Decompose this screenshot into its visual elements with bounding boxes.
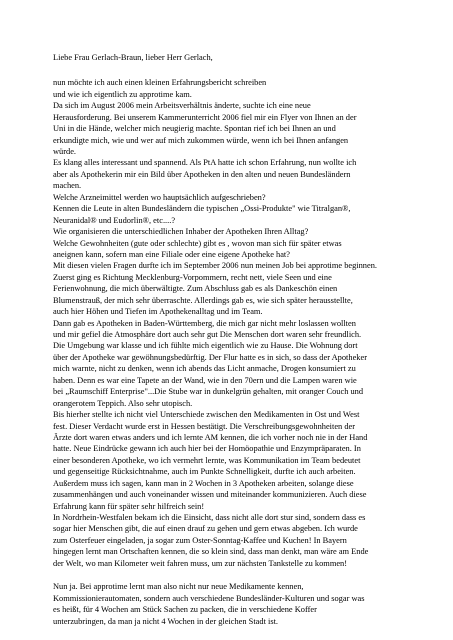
text-line: Dann gab es Apotheken in Baden-Württemberg, die mich gar nicht mehr loslassen wollten [53, 318, 356, 328]
text-line: würde. [53, 147, 77, 157]
text-line: und gegenseitige Rücksichtnahme, auch im Punkte Schnelligkeit, durfte ich auch arbeiten. [53, 467, 356, 477]
text-line: zusammenhängen und auch voneinander wissen und miteinander kommunizieren. Auch diese [53, 490, 367, 500]
text-line: hatte. Neue Eindrücke gewann ich auch hier bei der Homöopathie und Enzympräparaten. In [53, 444, 361, 454]
text-line: Bis hierher stellte ich nicht viel Unterschiede zwischen den Medikamenten in Ost und West [53, 410, 360, 420]
text-line: mich warnte, nicht zu denken, wenn ich abends das Licht anmache, Drogen konsumiert zu [53, 364, 356, 374]
text-line: erkundigte mich, wie und wer auf mich zukommen würde, wenn ich bei Ihnen anfangen [53, 135, 349, 145]
text-line: In Nordrhein-Westfalen bekam ich die Einsicht, dass nicht alle dort stur sind, sondern dass es [53, 513, 366, 523]
text-line: über der Apotheke war gewöhnungsbedürftig. Der Flur hatte es in sich, so dass der Apotheker [53, 352, 367, 362]
text-line: Ferienwohnung, die mich überwältigte. Zum Abschluss gab es als Dankeschön einen [53, 284, 338, 294]
text-line: Ärzte dort waren etwas anders und ich lernte AM kennen, die ich vorher noch nie in der Hand [53, 432, 368, 442]
text-line: bei „Raumschiff Enterprise"...Die Stube war in dunkelgrün gehalten, mit oranger Couch und [53, 387, 364, 397]
text-line: fest. Dieser Verdacht wurde erst in Hessen bestätigt. Die Verschreibungsgewohnheiten der [53, 421, 356, 431]
text-line: unterzubringen, da man ja nicht 4 Wochen in der gleichen Stadt ist. [53, 616, 278, 626]
letter-paragraph-1 [53, 77, 425, 569]
text-line: hingegen lernt man Ortschaften kennen, die so klein sind, dass man denkt, man wäre am Ende [53, 547, 369, 557]
text-line: auch hier Höhen und Tiefen im Apothekenalltag und im Team. [53, 307, 263, 317]
text-line: Herausforderung. Bei unserem Kammerunterricht 2006 fiel mir ein Flyer von Ihnen an der [53, 112, 357, 122]
text-line: es heißt, für 4 Wochen am Stück Sachen zu packen, die in verschiedene Koffer [53, 605, 317, 615]
text-line: orangerotem Teppich. Also sehr utopisch. [53, 398, 193, 408]
text-line: haben. Denn es war eine Tapete an der Wand, wie in den 70ern und die Lampen waren wie [53, 375, 357, 385]
text-line: Neuranidal® und Eudorlin®, etc....? [53, 215, 176, 225]
letter-greeting: Liebe Frau Gerlach-Braun, lieber Herr Gerlach, [53, 53, 213, 62]
text-line: Zuerst ging es Richtung Mecklenburg-Vorpommern, recht nett, viele Seen und eine [53, 272, 332, 282]
text-line: einer besonderen Apotheke, wo ich vermehrt lernte, was Kommunikation im Team bedeutet [53, 455, 361, 465]
text-line: und wie ich eigentlich zu approtime kam. [53, 89, 192, 99]
text-line: Nun ja. Bei approtime lernt man also nicht nur neue Medikamente kennen, [53, 582, 304, 592]
letter-page [53, 52, 425, 627]
text-line: zum Osterfeuer eingeladen, ja sogar zum Oster-Sonntag-Kaffee und Kuchen! In Bayern [53, 535, 347, 545]
paragraph-gap [53, 569, 425, 581]
text-line: Die Umgebung war klasse und ich fühlte mich eigentlich wie zu Hause. Die Wohnung dort [53, 341, 358, 351]
text-line: Welche Arzneimittel werden wo hauptsächlich aufgeschrieben? [53, 192, 266, 202]
text-line: aber als Apothekerin mir ein Bild über Apotheken in den alten und neuen Bundesländern [53, 169, 351, 179]
letter-paragraph-2 [53, 581, 425, 627]
text-line: Kommissionierautomaten, sondern auch verschiedene Bundesländer-Kulturen und sogar was [53, 593, 365, 603]
text-line: machen. [53, 181, 82, 191]
text-line: Mit diesen vielen Fragen durfte ich im September 2006 nun meinen Job bei approtime beginnen. [53, 261, 377, 271]
text-line: nun möchte ich auch einen kleinen Erfahrungsbericht schreiben [53, 78, 267, 88]
text-line: Welche Gewohnheiten (gute oder schlechte) gibt es , wovon man sich für später etwas [53, 238, 342, 248]
text-line: aneignen kann, sofern man eine Filiale oder eine eigene Apotheke hat? [53, 249, 290, 259]
text-line: Wie organisieren die unterschiedlichen Inhaber der Apotheken Ihren Alltag? [53, 227, 309, 237]
text-line: Außerdem muss ich sagen, kann man in 2 Wochen in 3 Apotheken arbeiten, solange diese [53, 478, 354, 488]
text-line: Kennen die Leute in alten Bundesländern die typischen „Ossi-Produkte" wie Titralgan®, [53, 204, 351, 214]
text-line: Blumenstrauß, der mich sehr überraschte. Allerdings gab es, wie sich später herausstellte, [53, 295, 353, 305]
text-line: sogar hier Menschen gibt, die auf einen drauf zu gehen und gern etwas abgeben. Ich wurde [53, 524, 358, 534]
text-line: der Welt, wo man Kilometer weit fahren muss, um zur nächsten Tankstelle zu kommen! [53, 558, 348, 568]
text-line: Uni in die Hände, welcher mich neugierig machte. Spontan rief ich bei Ihnen an und [53, 124, 336, 134]
text-line: Da sich im August 2006 mein Arbeitsverhältnis änderte, suchte ich eine neue [53, 101, 311, 111]
text-line: Es klang alles interessant und spannend. Als PtA hatte ich schon Erfahrung, nun wollte ich [53, 158, 357, 168]
text-line: und mir gefiel die Atmosphäre dort auch sehr gut Die Menschen dort waren sehr freundlich. [53, 330, 362, 340]
text-line: Erfahrung kann für später sehr hilfreich sein! [53, 501, 205, 511]
